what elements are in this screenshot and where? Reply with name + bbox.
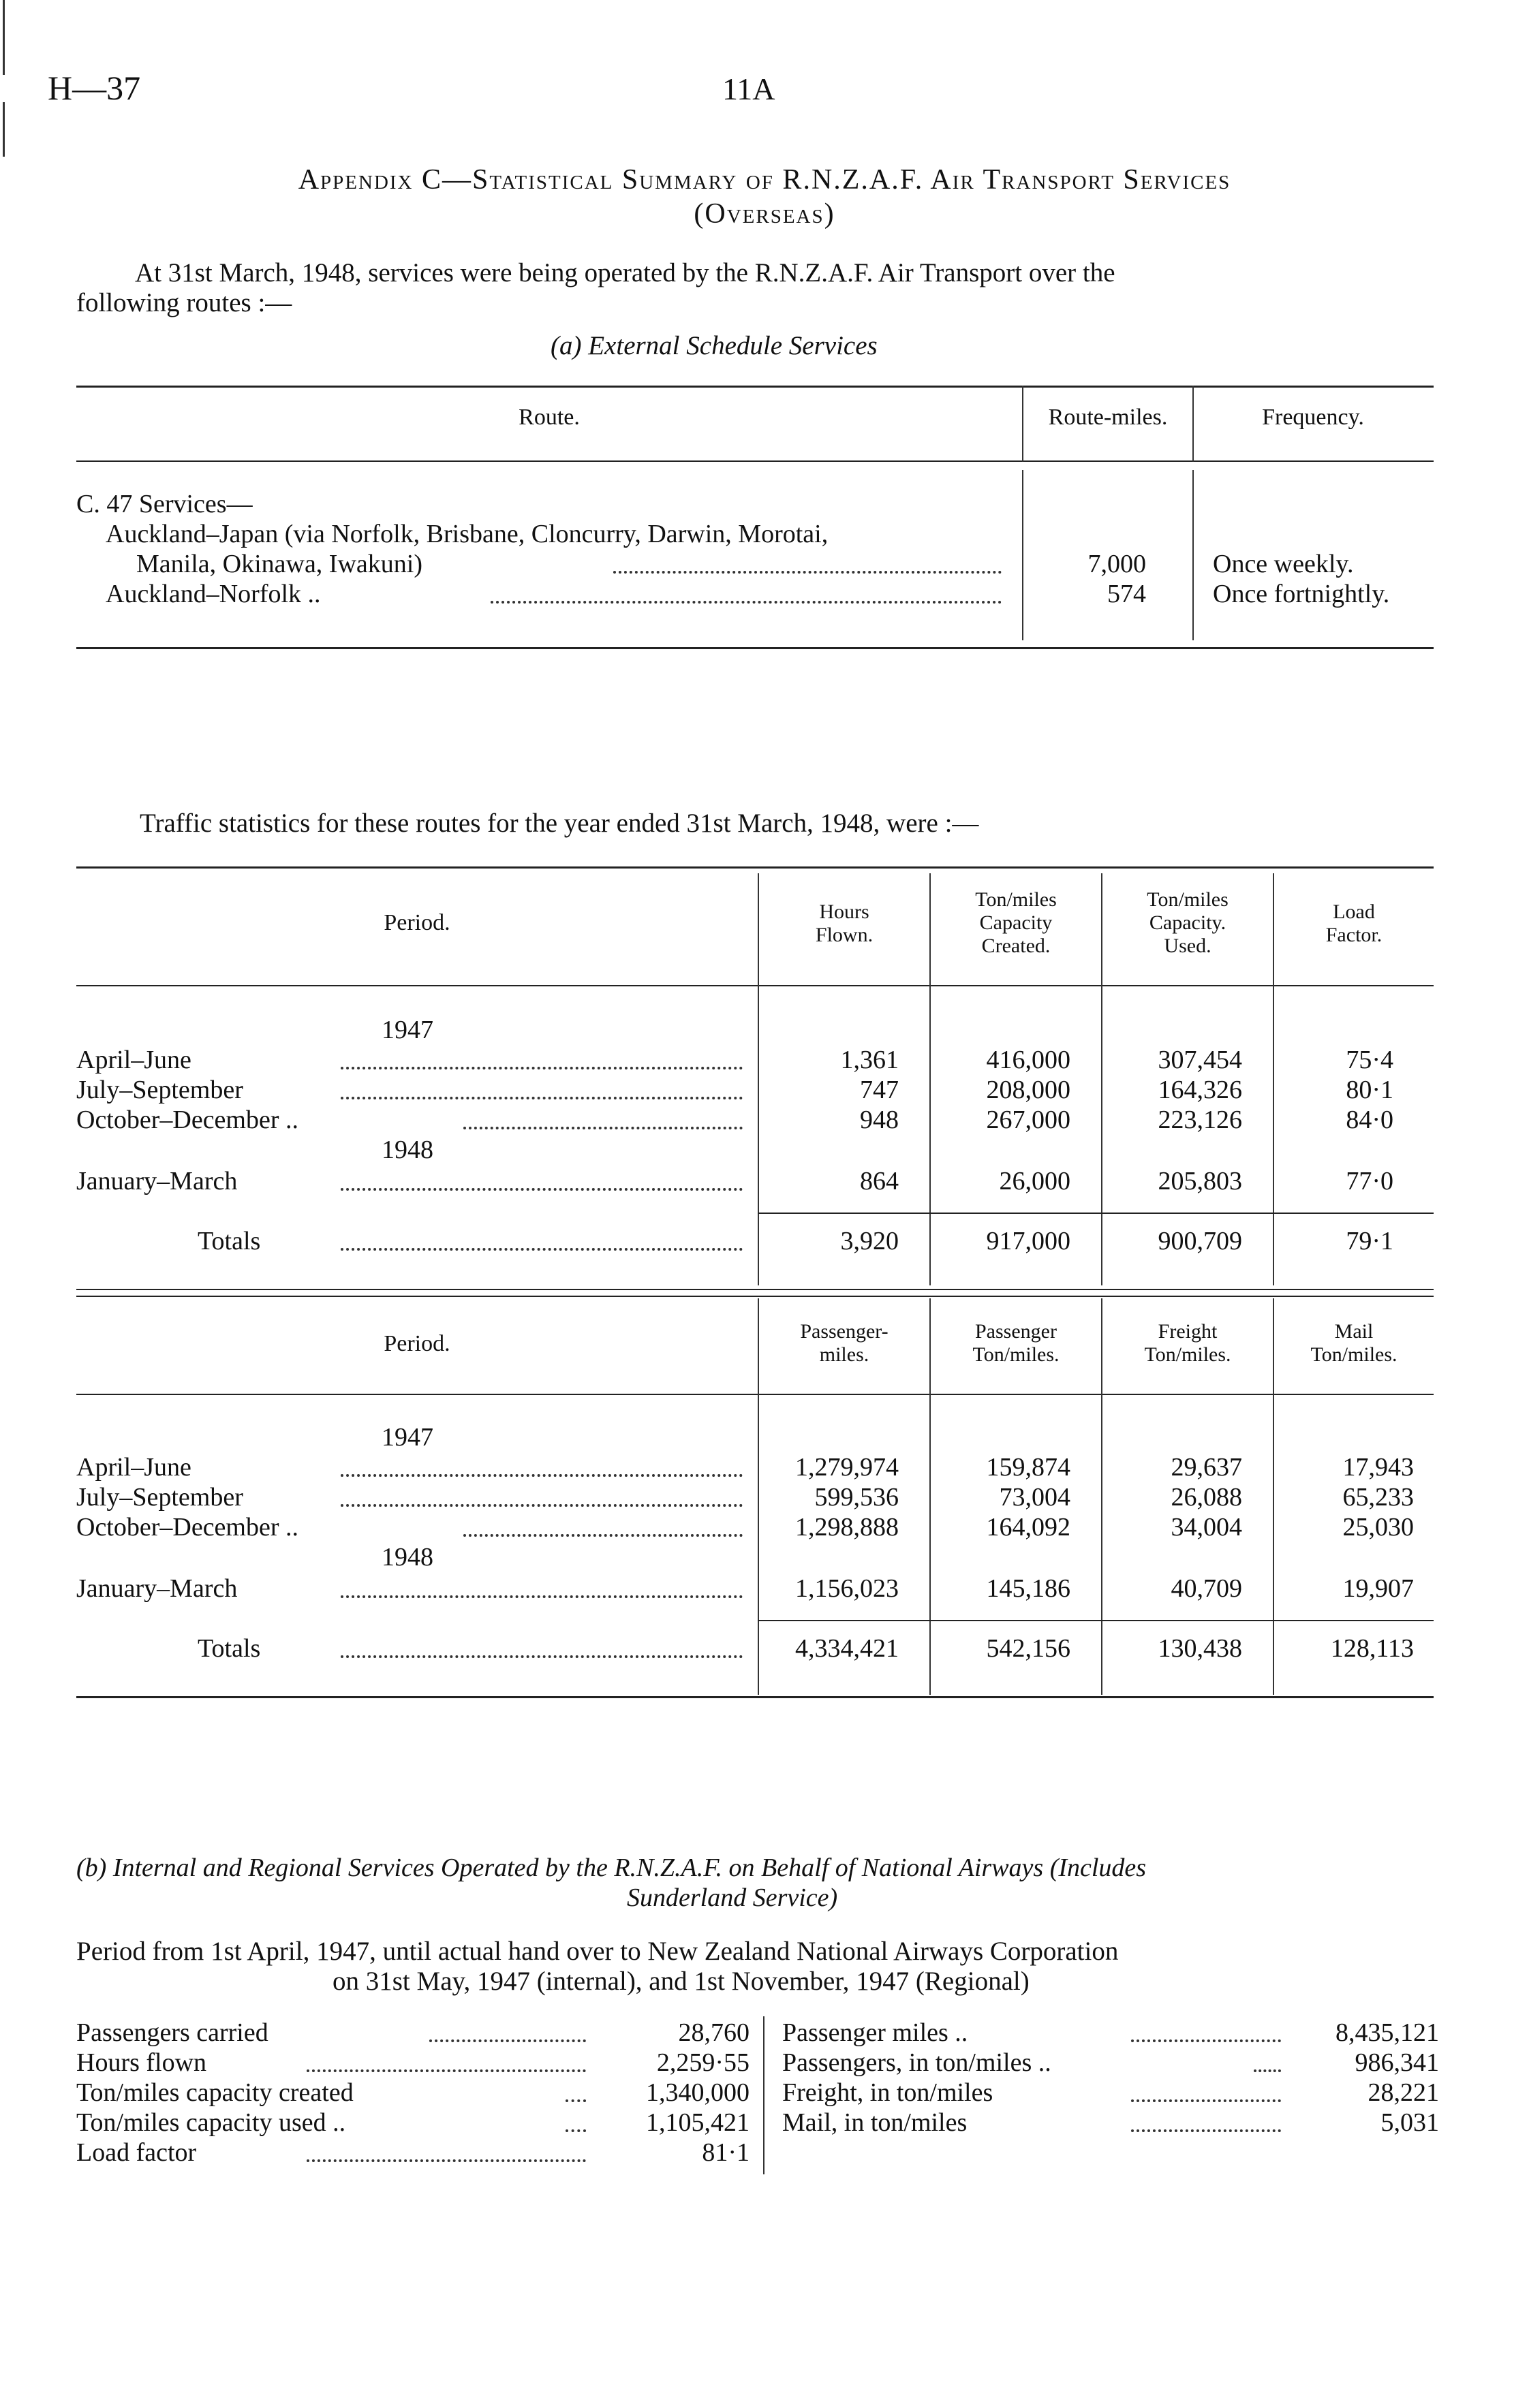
traffic1-row-3-load: 84·0	[1346, 1106, 1393, 1134]
traffic2-totals-c3: 130,438	[1158, 1634, 1242, 1663]
traffic2-row-4-c2: 145,186	[986, 1574, 1070, 1603]
traffic1-header-capacity-used: Ton/miles Capacity. Used.	[1147, 888, 1229, 957]
traffic1-row-4-hours: 864	[860, 1167, 899, 1195]
traffic1-row-2-hours: 747	[860, 1076, 899, 1104]
internal-right-2-label: Passengers, in ton/miles ..	[782, 2048, 1051, 2077]
internal-left-3-label: Ton/miles capacity created	[76, 2078, 354, 2107]
traffic1-row-4-period: January–March	[76, 1167, 238, 1195]
traffic2-totals-c1: 4,334,421	[795, 1634, 899, 1663]
traffic1-header-capacity-created: Ton/miles Capacity Created.	[975, 888, 1057, 957]
traffic2-row-2-c2: 73,004	[999, 1483, 1070, 1512]
traffic1-row-3-used: 223,126	[1158, 1106, 1242, 1134]
routes-table-header-rule	[76, 460, 1434, 462]
traffic1-totals-used: 900,709	[1158, 1227, 1242, 1255]
internal-left-3-value: 1,340,000	[646, 2078, 750, 2107]
traffic1-totals-leader	[341, 1248, 743, 1251]
margin-mark-2	[3, 102, 5, 157]
traffic1-row-3-hours: 948	[860, 1106, 899, 1134]
traffic2-row-3-leader	[463, 1534, 743, 1537]
traffic2-row-3-period: October–December ..	[76, 1513, 299, 1542]
internal-right-3-leader	[1131, 2099, 1281, 2102]
route-row-1-frequency: Once weekly.	[1213, 550, 1354, 578]
traffic1-row-1-leader	[341, 1067, 743, 1069]
traffic2-top-rule-1	[76, 1289, 1434, 1290]
routes-group-label: C. 47 Services—	[76, 490, 253, 518]
traffic1-totals-created: 917,000	[986, 1227, 1070, 1255]
internal-right-3-label: Freight, in ton/miles	[782, 2078, 993, 2107]
internal-left-1-leader	[429, 2039, 586, 2042]
traffic2-bottom-rule	[76, 1696, 1434, 1698]
traffic1-year-1948: 1948	[382, 1136, 433, 1164]
route-row-2-frequency: Once fortnightly.	[1213, 580, 1390, 608]
section-b-title: (b) Internal and Regional Services Operated by the R.N.Z.A.F. on Behalf of National Airways (Includes	[76, 1854, 1147, 1882]
routes-table-top-rule	[76, 386, 1434, 388]
internal-right-4-value: 5,031	[1380, 2108, 1439, 2137]
traffic2-row-2-leader	[341, 1504, 743, 1507]
traffic1-totals-rule	[758, 1213, 1434, 1214]
internal-left-2-leader	[307, 2069, 586, 2072]
traffic1-row-2-load: 80·1	[1346, 1076, 1393, 1104]
page-number-center: 11A	[722, 72, 775, 106]
routes-header-miles: Route-miles.	[1048, 405, 1168, 430]
traffic1-header-hours: Hours Flown.	[815, 901, 874, 946]
traffic1-row-2-used: 164,326	[1158, 1076, 1242, 1104]
traffic2-totals-c2: 542,156	[986, 1634, 1070, 1663]
internal-left-4-leader	[566, 2129, 586, 2132]
traffic2-header-passenger-miles: Passenger- miles.	[800, 1320, 889, 1366]
traffic2-row-4-period: January–March	[76, 1574, 238, 1603]
internal-left-3-leader	[566, 2099, 586, 2102]
traffic-intro: Traffic statistics for these routes for the year ended 31st March, 1948, were :—	[140, 809, 979, 838]
traffic2-row-1-period: April–June	[76, 1453, 191, 1482]
period-line-2: on 31st May, 1947 (internal), and 1st November, 1947 (Regional)	[333, 1967, 1030, 1996]
traffic1-header-load-factor: Load Factor.	[1325, 901, 1383, 946]
internal-right-2-value: 986,341	[1355, 2048, 1439, 2077]
traffic1-header-period: Period.	[384, 910, 450, 935]
internal-stats-divider	[763, 2016, 764, 2174]
routes-vrule-2	[1192, 386, 1194, 462]
traffic2-row-4-c3: 40,709	[1171, 1574, 1242, 1603]
section-a-title: (a) External Schedule Services	[551, 331, 878, 360]
section-b-title-2: Sunderland Service)	[627, 1883, 838, 1912]
internal-left-5-value: 81·1	[702, 2138, 750, 2167]
page-number-left: H—37	[48, 69, 141, 107]
traffic2-top-rule-2	[76, 1296, 1434, 1297]
traffic2-header-passenger-ton-miles: Passenger Ton/miles.	[972, 1320, 1060, 1366]
traffic1-totals-hours: 3,920	[840, 1227, 899, 1255]
route-row-2-miles: 574	[1107, 580, 1146, 608]
routes-table-bottom-rule	[76, 647, 1434, 649]
traffic2-row-3-c2: 164,092	[986, 1513, 1070, 1542]
traffic2-row-2-c3: 26,088	[1171, 1483, 1242, 1512]
route-row-2-line-1: Auckland–Norfolk ..	[106, 580, 321, 608]
traffic1-row-1-used: 307,454	[1158, 1046, 1242, 1074]
internal-right-3-value: 28,221	[1368, 2078, 1439, 2107]
traffic2-totals-leader	[341, 1655, 743, 1658]
traffic2-row-1-c2: 159,874	[986, 1453, 1070, 1482]
traffic1-row-1-hours: 1,361	[840, 1046, 899, 1074]
intro-line-1: At 31st March, 1948, services were being operated by the R.N.Z.A.F. Air Transport over the	[135, 258, 1115, 287]
traffic1-year-1947: 1947	[382, 1016, 433, 1044]
traffic1-row-3-leader	[463, 1127, 743, 1129]
traffic1-row-4-used: 205,803	[1158, 1167, 1242, 1195]
traffic1-row-3-period: October–December ..	[76, 1106, 299, 1134]
routes-header-frequency: Frequency.	[1262, 405, 1364, 430]
traffic2-row-4-c4: 19,907	[1342, 1574, 1414, 1603]
internal-left-4-value: 1,105,421	[646, 2108, 750, 2137]
traffic2-row-1-c3: 29,637	[1171, 1453, 1242, 1482]
route-row-1-line-2: Manila, Okinawa, Iwakuni)	[136, 550, 422, 578]
traffic2-row-1-c1: 1,279,974	[795, 1453, 899, 1482]
traffic2-totals-c4: 128,113	[1330, 1634, 1414, 1663]
appendix-subtitle: (Overseas)	[694, 198, 835, 230]
traffic2-row-3-c4: 25,030	[1342, 1513, 1414, 1542]
internal-left-1-label: Passengers carried	[76, 2018, 268, 2047]
internal-left-4-label: Ton/miles capacity used ..	[76, 2108, 346, 2137]
route-row-1-line-1: Auckland–Japan (via Norfolk, Brisbane, Cloncurry, Darwin, Morotai,	[106, 520, 829, 548]
traffic1-totals-label: Totals	[198, 1227, 261, 1255]
traffic1-row-4-created: 26,000	[999, 1167, 1070, 1195]
traffic1-row-1-created: 416,000	[986, 1046, 1070, 1074]
traffic2-row-3-c1: 1,298,888	[795, 1513, 899, 1542]
internal-left-1-value: 28,760	[678, 2018, 750, 2047]
routes-vrule-1	[1022, 386, 1023, 462]
internal-right-1-label: Passenger miles ..	[782, 2018, 968, 2047]
traffic2-year-1947: 1947	[382, 1423, 433, 1452]
traffic1-row-2-leader	[341, 1097, 743, 1099]
traffic2-header-period: Period.	[384, 1331, 450, 1356]
traffic2-header-mail: Mail Ton/miles.	[1310, 1320, 1397, 1366]
period-line-1: Period from 1st April, 1947, until actual hand over to New Zealand National Airways Corporation	[76, 1937, 1119, 1966]
traffic2-totals-label: Totals	[198, 1634, 261, 1663]
traffic2-row-1-leader	[341, 1474, 743, 1477]
internal-left-5-leader	[307, 2159, 586, 2162]
traffic1-top-rule	[76, 866, 1434, 869]
internal-left-2-label: Hours flown	[76, 2048, 207, 2077]
traffic1-header-rule	[76, 985, 1434, 986]
traffic1-row-2-period: July–September	[76, 1076, 243, 1104]
internal-left-2-value: 2,259·55	[656, 2048, 750, 2077]
traffic2-row-2-c1: 599,536	[814, 1483, 899, 1512]
routes-header-route: Route.	[519, 405, 580, 430]
intro-line-2: following routes :—	[76, 288, 292, 317]
traffic1-row-1-load: 75·4	[1346, 1046, 1393, 1074]
traffic1-row-4-leader	[341, 1188, 743, 1191]
traffic2-row-3-c3: 34,004	[1171, 1513, 1242, 1542]
traffic1-totals-load: 79·1	[1346, 1227, 1393, 1255]
traffic2-row-4-c1: 1,156,023	[795, 1574, 899, 1603]
traffic2-totals-rule	[758, 1620, 1434, 1621]
internal-right-4-label: Mail, in ton/miles	[782, 2108, 968, 2137]
margin-mark	[3, 0, 5, 75]
route-row-1-leader	[613, 571, 1002, 574]
internal-right-4-leader	[1131, 2129, 1281, 2132]
traffic2-year-1948: 1948	[382, 1543, 433, 1572]
route-row-1-miles: 7,000	[1087, 550, 1146, 578]
route-row-2-leader	[491, 601, 1002, 604]
traffic1-row-1-period: April–June	[76, 1046, 191, 1074]
traffic1-row-4-load: 77·0	[1346, 1167, 1393, 1195]
traffic2-row-2-period: July–September	[76, 1483, 243, 1512]
traffic1-row-3-created: 267,000	[986, 1106, 1070, 1134]
internal-right-2-leader	[1254, 2069, 1281, 2072]
traffic2-row-4-leader	[341, 1595, 743, 1598]
traffic2-row-1-c4: 17,943	[1342, 1453, 1414, 1482]
internal-right-1-value: 8,435,121	[1335, 2018, 1439, 2047]
traffic2-header-rule	[76, 1394, 1434, 1395]
traffic2-header-freight: Freight Ton/miles.	[1144, 1320, 1231, 1366]
appendix-title: Appendix C—Statistical Summary of R.N.Z.A.F. Air Transport Services	[298, 164, 1231, 196]
traffic1-row-2-created: 208,000	[986, 1076, 1070, 1104]
internal-left-5-label: Load factor	[76, 2138, 197, 2167]
routes-vrule-4	[1192, 470, 1194, 640]
traffic2-row-2-c4: 65,233	[1342, 1483, 1414, 1512]
internal-right-1-leader	[1131, 2039, 1281, 2042]
